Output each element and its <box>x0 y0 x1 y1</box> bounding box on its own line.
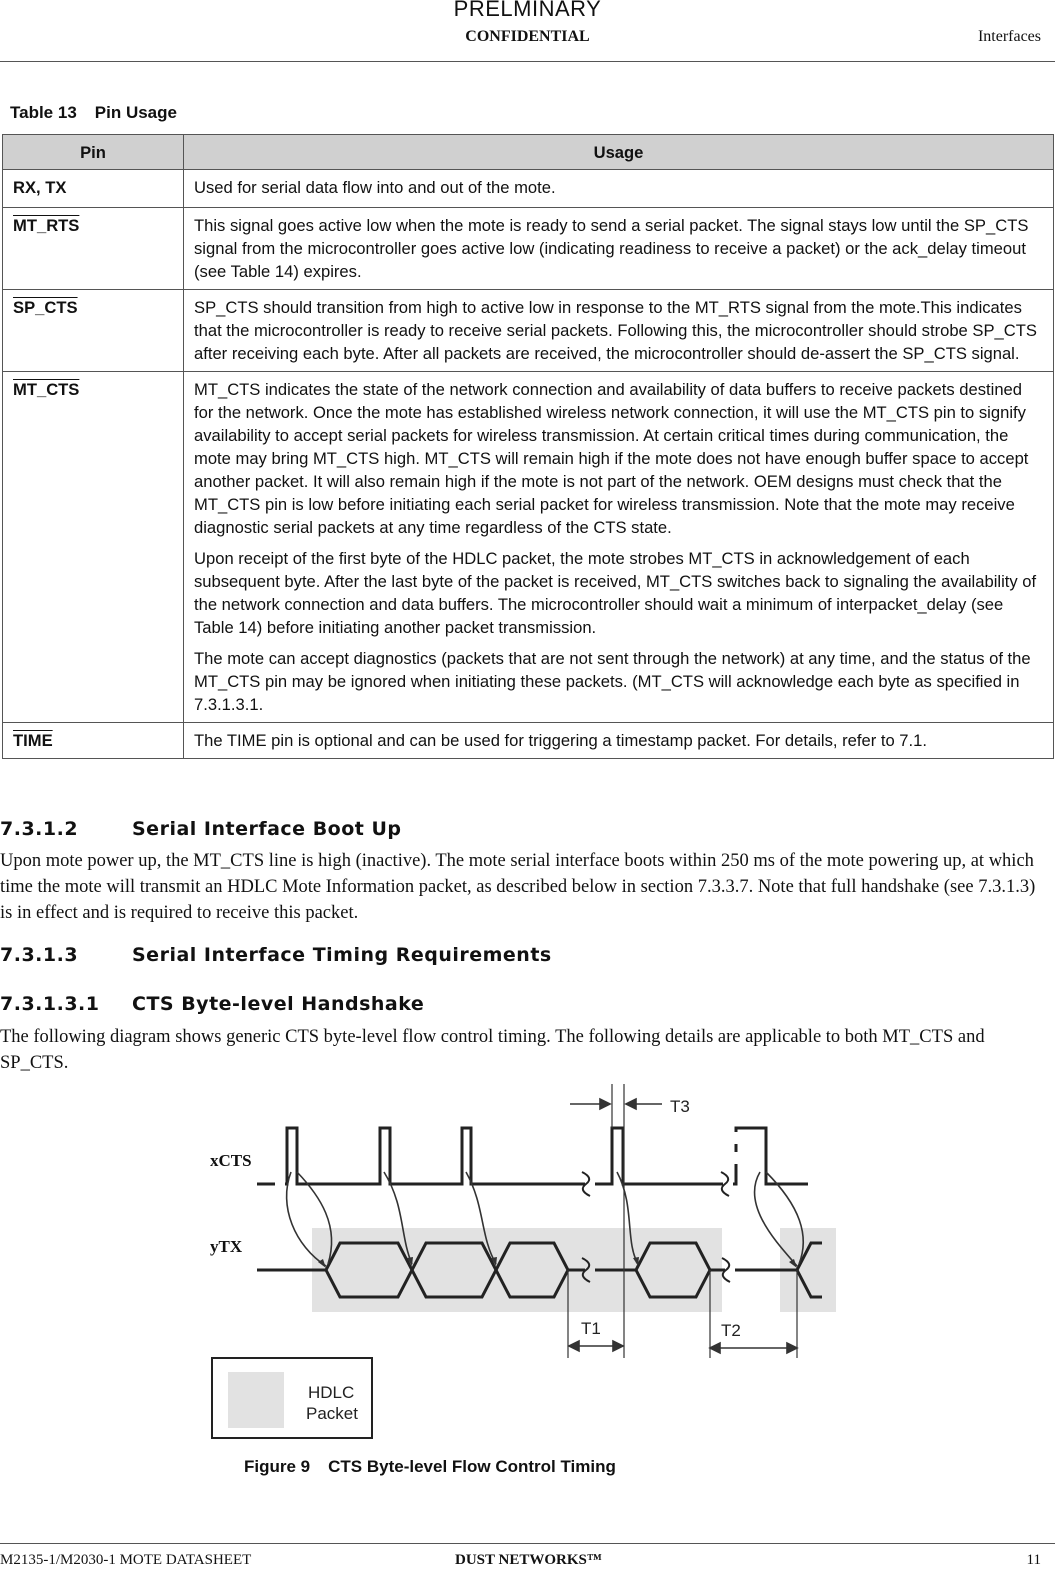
usage-text: The TIME pin is optional and can be used for triggering a timestamp packet. For details, refer to 7.1. <box>194 731 927 750</box>
column-header-pin: Pin <box>3 135 184 170</box>
table-row <box>3 170 1054 208</box>
footer-document: M2135-1/M2030-1 MOTE DATASHEET <box>0 1552 252 1568</box>
t3-indicator <box>570 1099 662 1109</box>
legend-label-line1: HDLC <box>308 1383 355 1402</box>
usage-cell <box>184 723 1054 759</box>
usage-text: MT_CTS indicates the state of the network connection and availability of data buffers to receive packets destined for the network. Once the mote has established wireless network connection, it will use the MT_CTS pin to signify availability to accept serial packets for wireless transmission. At certain critical times during communication, the mote may bring MT_CTS high. MT_CTS will remain high if the mote does not have enough buffer space to accept another packet. It will also remain high if the mote is not part of the network. OEM designs must check that the MT_CTS pin is low before initiating each serial packet for wireless transmission. Note that the mote may receive diagnostic serial packets at any time regardless of the CTS state. <box>194 380 1029 537</box>
pin-cell <box>3 208 184 290</box>
table-title: Pin Usage <box>94 103 177 122</box>
section-heading-timing <box>0 944 552 966</box>
figure-title: CTS Byte-level Flow Control Timing <box>328 1457 616 1476</box>
legend-swatch <box>228 1372 284 1428</box>
pin-name: MT_CTS <box>13 380 80 399</box>
t2-indicator <box>710 1343 797 1353</box>
usage-text: The mote can accept diagnostics (packets that are not sent through the network) at any time, and the status of the MT_CTS pin may be ignored when initiating these packets. (MT_CTS will acknowledge each byte as specified in 7.3.1.3.1. <box>194 649 1031 714</box>
pin-name: MT_RTS <box>13 216 80 235</box>
section-heading-boot <box>0 818 402 840</box>
t2-label: T2 <box>721 1321 741 1340</box>
signal-label-xcts: xCTS <box>210 1151 252 1170</box>
table-row <box>3 208 1054 290</box>
table-caption <box>10 103 195 123</box>
pin-name: SP_CTS <box>13 298 78 317</box>
figure-label: Figure 9 <box>244 1457 311 1476</box>
confidential-label: CONFIDENTIAL <box>465 28 590 45</box>
table-row <box>3 290 1054 372</box>
preliminary-watermark: PRELMINARY <box>453 0 602 21</box>
pin-cell: RX, TX <box>3 170 184 208</box>
pin-cell <box>3 723 184 759</box>
table-row <box>3 372 1054 723</box>
pin-name: TIME <box>13 731 53 750</box>
header-section: Interfaces <box>977 28 1041 45</box>
section-number: 7.3.1.2 <box>0 818 79 840</box>
section-heading-handshake <box>0 993 424 1015</box>
usage-cell <box>184 208 1054 290</box>
pin-cell <box>3 290 184 372</box>
column-header-usage: Usage <box>184 135 1054 170</box>
usage-text: Upon receipt of the first byte of the HDLC packet, the mote strobes MT_CTS in acknowledgement of each subsequent byte. After the last byte of the packet is received, MT_CTS switches back to signaling the availability of the network connection and data buffers. The microcontroller should wait a minimum of interpacket_delay (see Table 14) before initiating another packet transmission. <box>194 549 1037 637</box>
usage-text: SP_CTS should transition from high to active low in response to the MT_RTS signal from the mote.This indicates that the microcontroller is ready to receive serial packets. Following this, the microcontroller should strobe SP_CTS after receiving each byte. After all packets are received, the microcontroller should de-assert the SP_CTS signal. <box>194 298 1037 363</box>
timing-diagram <box>200 1076 850 1446</box>
table-row <box>3 723 1054 759</box>
t3-label: T3 <box>670 1097 690 1116</box>
usage-cell <box>184 290 1054 372</box>
pin-cell <box>3 372 184 723</box>
usage-text: This signal goes active low when the mote is ready to send a serial packet. The signal stays low until the SP_CTS signal from the microcontroller goes active low (indicating readiness to receive a packet) or the ack_delay timeout (see Table 14) expires. <box>194 216 1029 281</box>
xcts-waveform <box>257 1128 808 1196</box>
section-title: Serial Interface Timing Requirements <box>132 944 552 966</box>
section-title: Serial Interface Boot Up <box>132 818 402 840</box>
usage-text: Used for serial data flow into and out of the mote. <box>194 178 556 197</box>
handshake-paragraph: The following diagram shows generic CTS byte-level flow control timing. The following details are applicable to both MT_CTS and SP_CTS. <box>0 1027 985 1073</box>
pin-usage-table <box>2 134 1054 759</box>
t1-indicator <box>569 1341 623 1351</box>
section-number: 7.3.1.3.1 <box>0 993 100 1015</box>
packet-shade-region <box>312 1228 722 1312</box>
section-number: 7.3.1.3 <box>0 944 79 966</box>
usage-cell <box>184 372 1054 723</box>
page-number: 11 <box>1026 1552 1041 1568</box>
header-rule <box>0 61 1055 62</box>
footer-rule <box>0 1543 1055 1544</box>
signal-label-ytx: yTX <box>210 1237 243 1256</box>
footer-company: DUST NETWORKS™ <box>455 1552 602 1568</box>
section-title: CTS Byte-level Handshake <box>132 993 425 1015</box>
t1-label: T1 <box>581 1319 601 1338</box>
table-label: Table 13 <box>10 103 77 122</box>
figure-caption <box>244 1457 634 1477</box>
boot-paragraph: Upon mote power up, the MT_CTS line is high (inactive). The mote serial interface boots within 250 ms of the mote powering up, at which time the mote will transmit an HDLC Mote Information packet, as described below in section 7.3.3.7. Note that full handshake (see 7.3.1.3) is in effect and is required to receive this packet. <box>0 851 1036 923</box>
usage-cell <box>184 170 1054 208</box>
legend-label-line2: Packet <box>306 1404 358 1423</box>
